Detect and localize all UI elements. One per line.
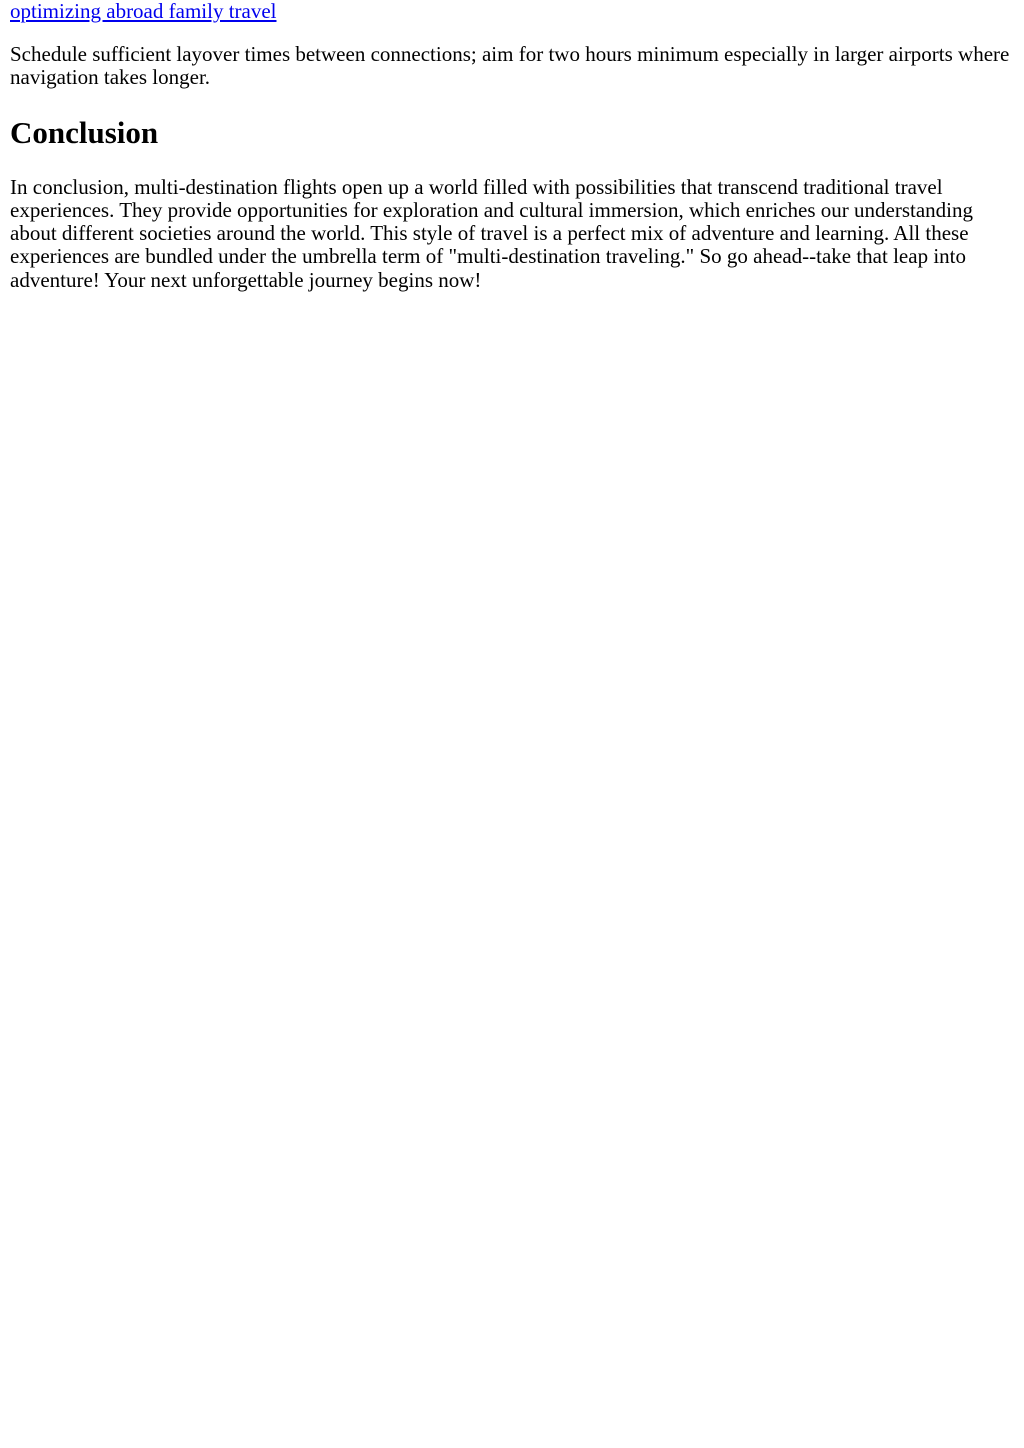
layover-paragraph: Schedule sufficient layover times between connections; aim for two hours minimum especially in larger airports where navigation takes longer. <box>10 42 1010 90</box>
article-body <box>0 0 1024 292</box>
conclusion-heading: Conclusion <box>10 114 159 150</box>
family-travel-link[interactable]: optimizing abroad family travel <box>10 0 277 23</box>
link-row <box>10 0 1014 23</box>
conclusion-paragraph: In conclusion, multi-destination flights open up a world filled with possibilities that transcend traditional travel experiences. They provide opportunities for exploration and cultural immersion, which enriches our understanding about different societies around the world. This style of travel is a perfect mix of adventure and learning. All these experiences are bundled under the umbrella term of "multi-destination traveling." So go ahead--take that leap into adventure! Your next unforgettable journey begins now! <box>10 174 974 292</box>
